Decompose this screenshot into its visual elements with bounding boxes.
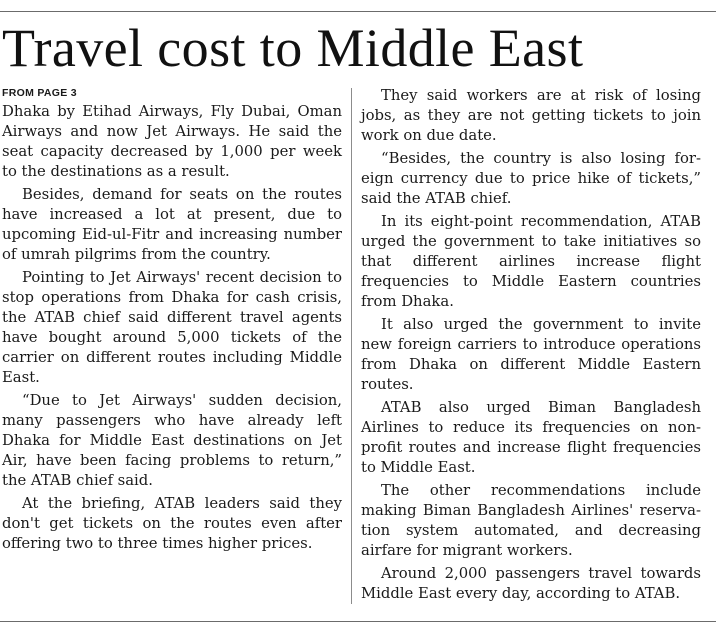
paragraph: Pointing to Jet Airways' recent decision to stop operations from Dhaka for cash crisis, the ATAB chief said different travel agents have bought around 5,000 tickets of the carrier on different routes including Middle East. <box>2 269 342 386</box>
paragraph: Besides, demand for seats on the routes have increased a lot at present, due to upcoming Eid-ul-Fitr and increasing number of umrah pilgrims from the country. <box>2 186 342 263</box>
bottom-rule <box>0 621 716 622</box>
headline: Travel cost to Middle East <box>2 18 584 78</box>
paragraph: “Besides, the country is also losing foreign currency due to price hike of tickets,” said the ATAB chief. <box>361 150 701 207</box>
paragraph: “Due to Jet Airways' sudden decision, many passengers who have already left Dhaka for Middle East destinations on Jet Air, have been facing problems to return,” the ATAB chief said. <box>2 392 342 489</box>
column-divider <box>351 88 352 604</box>
paragraph: Dhaka by Etihad Airways, Fly Dubai, Oman Airways and now Jet Airways. He said the seat capacity decreased by 1,000 per week to the destinations as a result. <box>2 103 342 180</box>
top-rule <box>0 11 716 12</box>
paragraph: ATAB also urged Biman Bangladesh Airlines to reduce its frequencies on non-profit routes and increase flight frequencies to Middle East. <box>361 399 701 476</box>
paragraph: At the briefing, ATAB leaders said they don't get tickets on the routes even after offering two to three times higher prices. <box>2 495 342 552</box>
right-column <box>361 86 701 607</box>
continuation-kicker: FROM PAGE 3 <box>2 87 77 99</box>
paragraph: It also urged the government to invite new foreign carriers to introduce operations from Dhaka on different Middle Eastern routes. <box>361 316 701 393</box>
left-column <box>2 86 342 557</box>
paragraph: In its eight-point recommendation, ATAB urged the government to take initiatives so that different airlines increase flight frequencies to Middle Eastern countries from Dhaka. <box>361 213 701 310</box>
paragraph: The other recommendations include making Biman Bangladesh Airlines' reservation system automated, and decreasing airfare for migrant workers. <box>361 482 701 559</box>
paragraph: They said workers are at risk of losing jobs, as they are not getting tickets to join work on due date. <box>361 87 701 144</box>
paragraph: Around 2,000 passengers travel towards Middle East every day, according to ATAB. <box>361 565 701 602</box>
